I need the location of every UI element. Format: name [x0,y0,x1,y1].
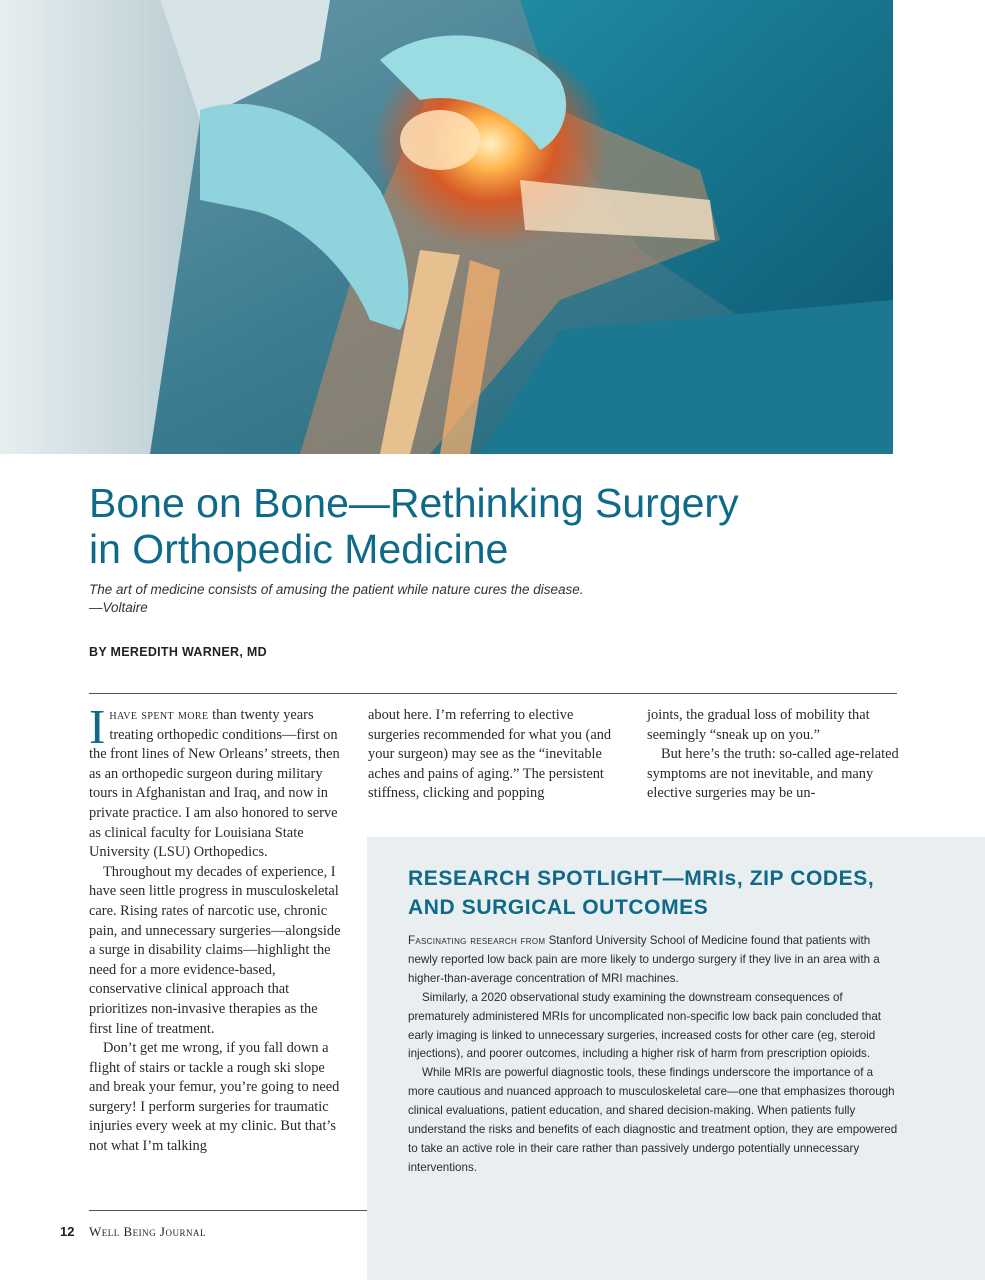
lead-in: Fascinating research from [408,934,546,947]
page-number: 12 [60,1224,75,1239]
paragraph: about here. I’m referring to elective surgeries recommended for what you (and your surgeon) may see as the “inevitable aches and pains of aging.” The persistent stiffness, clicking and popping [368,707,612,802]
footer-divider [89,1210,367,1211]
lead-in: have spent more [109,707,209,723]
column-1 [89,699,341,1157]
byline: BY MEREDITH WARNER, MD [89,645,267,659]
paragraph: Don’t get me wrong, if you fall down a flight of stairs or tackle a rough ski slope and break your femur, you’re going to need surgery! I perform surgeries for traumatic injuries every week at my clinic. But that’s not what I’m talking [89,1040,340,1155]
paragraph: While MRIs are powerful diagnostic tools, these findings underscore the importance of a more cautious and nuanced approach to musculoskeletal care—one that emphasizes thorough clinical evaluations, patient education, and shared decision-making. When patients fully understand the risks and benefits of each diagnostic and treatment option, they are empowered to take an active role in their care rather than passively undergo potentially unnecessary interventions. [408,1066,898,1174]
epigraph-quote: The art of medicine consists of amusing the patient while nature cures the disease. [89,582,584,597]
paragraph: joints, the gradual loss of mobility that seemingly “sneak up on you.” [647,707,870,743]
title-line-1: Bone on Bone—Rethinking Surgery [89,480,739,526]
epigraph [89,581,729,617]
paragraph [408,932,898,989]
knee-xray-photo [0,0,893,454]
drop-cap: I [89,699,106,754]
spotlight-title: RESEARCH SPOTLIGHT—MRIs, ZIP CODES, AND SURGICAL OUTCOMES [408,867,875,919]
epigraph-attribution: —Voltaire [89,600,148,615]
title-line-2: in Orthopedic Medicine [89,526,509,572]
paragraph: Throughout my decades of experience, I have seen little progress in musculoskeletal care. Rising rates of narcotic use, chronic pain, and unnecessary surgeries—alongside a surge in disability claims—highlight the need for a more evidence-based, conservative clinical approach that prioritizes non-invasive therapies as the first line of treatment. [89,863,341,1037]
article-title [89,480,789,572]
paragraph: But here’s the truth: so-called age-related symptoms are not inevitable, and many elective surgeries may be un- [647,746,899,802]
paragraph: Similarly, a 2020 observational study examining the downstream consequences of prematurely administered MRIs for uncomplicated non-specific low back pain concluded that early imaging is linked to unnecessary surgeries, increased costs for other care (eg, steroid injections), and poorer outcomes, including a higher risk of harm from prescription opioids. [408,990,882,1061]
divider [89,693,897,694]
paragraph-text: than twenty years treating orthopedic conditions—first on the front lines of New Orleans’ streets, then as an orthopedic surgeon during military tours in Afghanistan and Iraq, and now in private practice. I am also honored to serve as clinical faculty for Louisiana State University (LSU) Orthopedics. [89,707,340,861]
spotlight-body [408,932,898,1178]
research-spotlight-box [367,837,985,1280]
hero-image [0,0,893,454]
paragraph-text: Stanford University School of Medicine found that patients with newly reported low back pain are more likely to undergo surgery if they live in an area with a higher-than-average concentration of MRI machines. [408,934,880,985]
column-2 [368,706,620,804]
column-3 [647,706,899,804]
paragraph [89,699,341,863]
journal-name: Well Being Journal [89,1224,206,1239]
